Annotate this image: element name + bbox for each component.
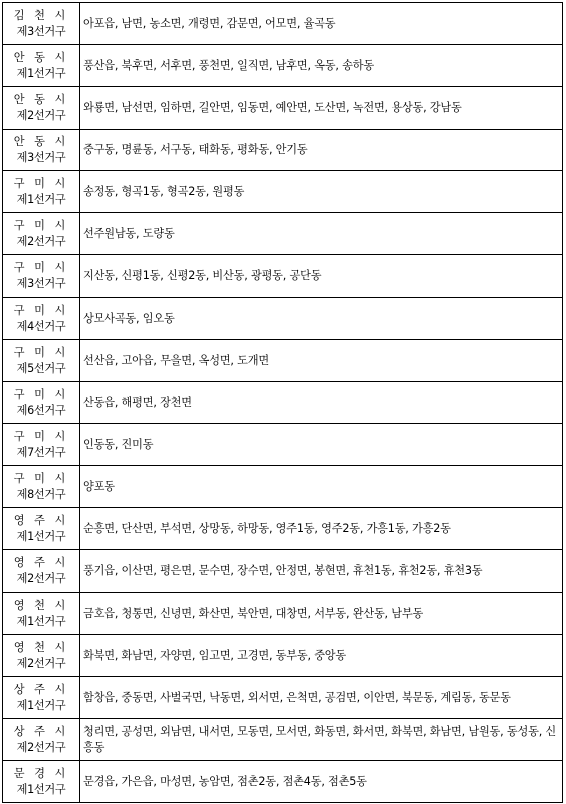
district-table	[2, 2, 563, 803]
constituency-name: 제3선거구	[16, 24, 66, 38]
table-row	[3, 424, 563, 466]
areas-cell: 청리면, 공성면, 외남면, 내서면, 모동면, 모서면, 화동면, 화서면, 화북면, 화남면, 남원동, 동성동, 신흥동	[80, 719, 563, 761]
district-cell	[3, 719, 80, 761]
table-row	[3, 340, 563, 382]
areas-cell: 산동읍, 해평면, 장천면	[80, 382, 563, 424]
city-name: 영 주 시	[13, 513, 69, 527]
table-row	[3, 255, 563, 298]
district-cell	[3, 45, 80, 87]
city-name: 구 미 시	[13, 387, 69, 401]
district-cell	[3, 424, 80, 466]
district-cell	[3, 508, 80, 550]
constituency-name: 제6선거구	[16, 403, 66, 417]
city-name: 구 미 시	[13, 176, 69, 190]
city-name: 김 천 시	[13, 8, 69, 22]
areas-cell: 풍산읍, 북후면, 서후면, 풍천면, 일직면, 남후면, 옥동, 송하동	[80, 45, 563, 87]
district-cell	[3, 298, 80, 340]
city-name: 영 주 시	[13, 556, 69, 569]
table-row	[3, 298, 563, 340]
district-cell	[3, 550, 80, 593]
constituency-name: 제1선거구	[16, 192, 66, 206]
table-row	[3, 130, 563, 171]
areas-cell: 중구동, 명륜동, 서구동, 태화동, 평화동, 안기동	[80, 130, 563, 171]
district-cell	[3, 213, 80, 255]
table-row	[3, 508, 563, 550]
constituency-name: 제2선거구	[16, 656, 66, 670]
constituency-name: 제1선거구	[16, 698, 66, 712]
constituency-name: 제1선거구	[16, 529, 66, 543]
district-cell	[3, 130, 80, 171]
city-name: 안 동 시	[13, 135, 69, 148]
district-cell	[3, 340, 80, 382]
table-row	[3, 635, 563, 677]
constituency-name: 제7선거구	[16, 445, 66, 459]
constituency-name: 제4선거구	[16, 319, 66, 333]
table-row	[3, 382, 563, 424]
table-row	[3, 213, 563, 255]
areas-cell: 아포읍, 남면, 농소면, 개령면, 감문면, 어모면, 율곡동	[80, 3, 563, 45]
areas-cell: 풍기읍, 이산면, 평은면, 문수면, 장수면, 안정면, 봉현면, 휴천1동, 휴천2동, 휴천3동	[80, 550, 563, 593]
constituency-name: 제1선거구	[16, 614, 66, 628]
district-cell	[3, 635, 80, 677]
areas-cell: 인동동, 진미동	[80, 424, 563, 466]
table-row	[3, 677, 563, 719]
district-cell	[3, 593, 80, 635]
areas-cell: 금호읍, 청통면, 신녕면, 화산면, 북안면, 대창면, 서부동, 완산동, 남부동	[80, 593, 563, 635]
city-name: 영 천 시	[13, 598, 69, 612]
table-row	[3, 3, 563, 45]
table-row	[3, 87, 563, 130]
city-name: 안 동 시	[13, 93, 69, 106]
areas-cell: 와룡면, 남선면, 임하면, 길안면, 임동면, 예안면, 도산면, 녹전면, 용상동, 강남동	[80, 87, 563, 130]
city-name: 구 미 시	[13, 303, 69, 317]
areas-cell: 함창읍, 중동면, 사벌국면, 낙동면, 외서면, 은척면, 공검면, 이안면, 북문동, 계림동, 동문동	[80, 677, 563, 719]
district-cell	[3, 87, 80, 130]
city-name: 구 미 시	[13, 471, 69, 485]
areas-cell: 양포동	[80, 466, 563, 508]
city-name: 문 경 시	[13, 766, 69, 780]
constituency-name: 제8선거구	[16, 487, 66, 501]
table-row	[3, 719, 563, 761]
district-cell	[3, 382, 80, 424]
constituency-name: 제2선거구	[16, 740, 66, 754]
table-row	[3, 761, 563, 803]
table-row	[3, 593, 563, 635]
table-row	[3, 550, 563, 593]
city-name: 상 주 시	[13, 724, 69, 738]
table-row	[3, 45, 563, 87]
areas-cell: 화북면, 화남면, 자양면, 임고면, 고경면, 동부동, 중앙동	[80, 635, 563, 677]
constituency-name: 제3선거구	[16, 151, 66, 164]
city-name: 구 미 시	[13, 261, 69, 274]
areas-cell: 상모사곡동, 임오동	[80, 298, 563, 340]
district-cell	[3, 171, 80, 213]
city-name: 상 주 시	[13, 682, 69, 696]
constituency-name: 제2선거구	[16, 234, 66, 248]
constituency-name: 제1선거구	[16, 782, 66, 796]
district-cell	[3, 255, 80, 298]
areas-cell: 선주원남동, 도량동	[80, 213, 563, 255]
table-row	[3, 171, 563, 213]
constituency-name: 제3선거구	[16, 277, 66, 290]
city-name: 구 미 시	[13, 345, 69, 359]
areas-cell: 선산읍, 고아읍, 무을면, 옥성면, 도개면	[80, 340, 563, 382]
table-row	[3, 466, 563, 508]
constituency-name: 제5선거구	[16, 361, 66, 375]
city-name: 구 미 시	[13, 429, 69, 443]
district-cell	[3, 677, 80, 719]
city-name: 영 천 시	[13, 640, 69, 654]
areas-cell: 순흥면, 단산면, 부석면, 상망동, 하망동, 영주1동, 영주2동, 가흥1동, 가흥2동	[80, 508, 563, 550]
city-name: 안 동 시	[13, 50, 69, 64]
district-cell	[3, 466, 80, 508]
district-cell	[3, 761, 80, 803]
areas-cell: 송정동, 형곡1동, 형곡2동, 원평동	[80, 171, 563, 213]
constituency-name: 제2선거구	[16, 109, 66, 122]
areas-cell: 지산동, 신평1동, 신평2동, 비산동, 광평동, 공단동	[80, 255, 563, 298]
constituency-name: 제1선거구	[16, 66, 66, 80]
city-name: 구 미 시	[13, 218, 69, 232]
constituency-name: 제2선거구	[16, 572, 66, 585]
areas-cell: 문경읍, 가은읍, 마성면, 농암면, 점촌2동, 점촌4동, 점촌5동	[80, 761, 563, 803]
district-cell	[3, 3, 80, 45]
